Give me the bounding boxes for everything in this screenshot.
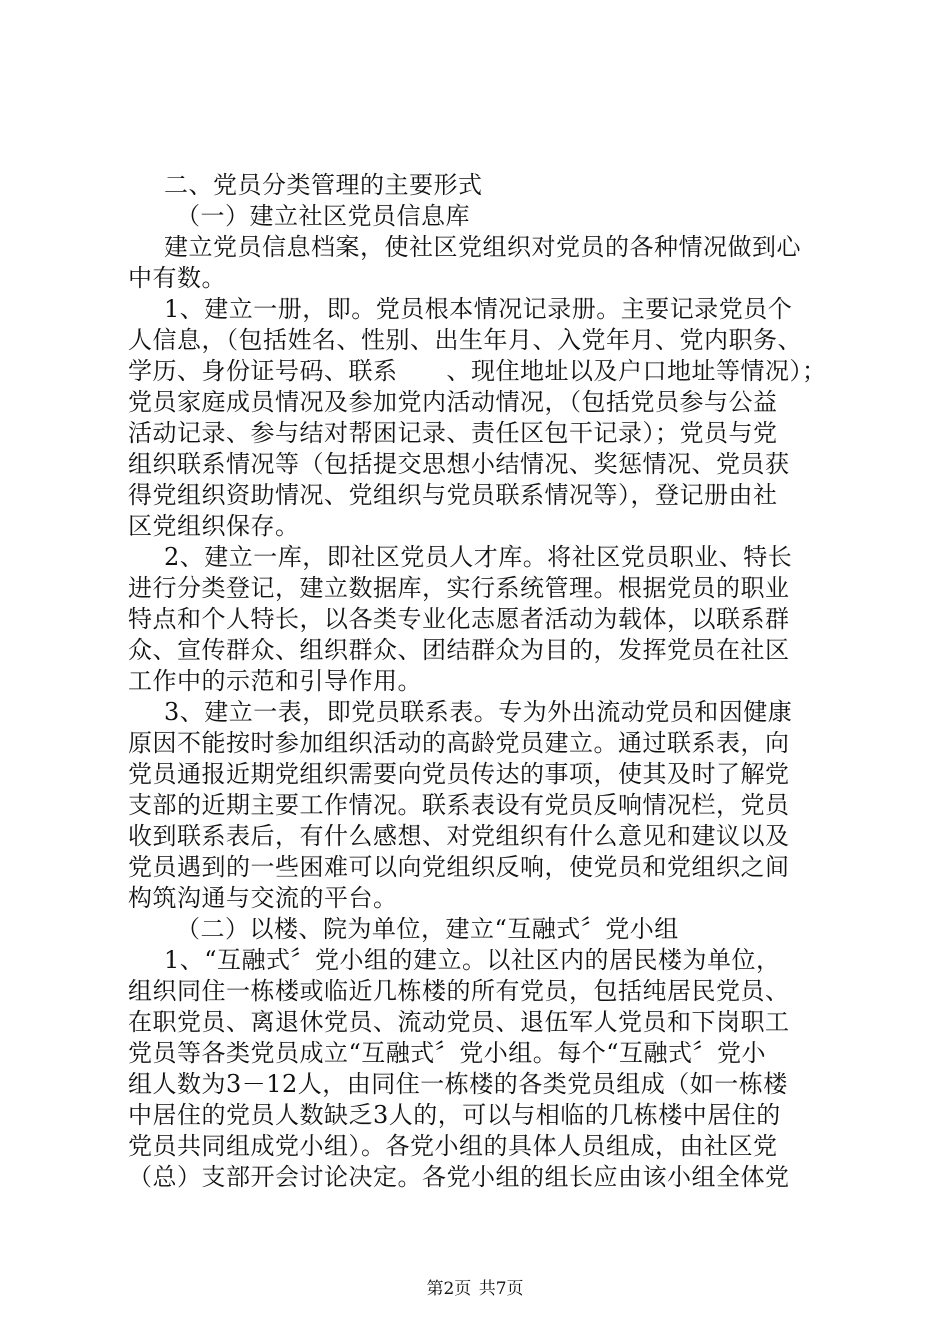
text-line: （二）以楼、院为单位，建立“互融式〞党小组 — [176, 915, 679, 943]
text-line: 收到联系表后，有什么感想、对党组织有什么意见和建议以及 — [128, 822, 790, 850]
text-line: 在职党员、离退休党员、流动党员、退伍军人党员和下岗职工 — [128, 1008, 790, 1036]
text-line: 组织联系情况等（包括提交思想小结情况、奖惩情况、党员获 — [128, 450, 790, 478]
document-body — [128, 170, 842, 1193]
text-line: 众、宣传群众、组织群众、团结群众为目的，发挥党员在社区 — [128, 636, 790, 664]
page-total: 共7页 — [478, 1279, 524, 1299]
text-line: （总）支部开会讨论决定。各党小组的组长应由该小组全体党 — [128, 1163, 790, 1191]
text-line: 学历、身份证号码、联系 、现住地址以及户口地址等情况）； — [128, 357, 827, 385]
text-line: 中居住的党员人数缺乏3人的，可以与相临的几栋楼中居住的 — [128, 1101, 781, 1129]
text-line: 党员共同组成党小组）。各党小组的具体人员组成，由社区党 — [128, 1132, 778, 1160]
text-line: 活动记录、参与结对帮困记录、责任区包干记录）；党员与党 — [128, 419, 778, 447]
text-line: 党员家庭成员情况及参加党内活动情况，（包括党员参与公益 — [128, 388, 778, 416]
page-number: 第2页 — [426, 1279, 472, 1299]
text-line: 1、“互融式〞党小组的建立。以社区内的居民楼为单位， — [164, 946, 781, 974]
text-line: 进行分类登记，建立数据库，实行系统管理。根据党员的职业 — [128, 574, 790, 602]
text-line: 党员等各类党员成立“互融式〞党小组。每个“互融式〞党小 — [128, 1039, 767, 1067]
text-line: 支部的近期主要工作情况。联系表设有党员反响情况栏，党员 — [128, 791, 790, 819]
text-line: 得党组织资助情况、党组织与党员联系情况等），登记册由社 — [128, 481, 778, 509]
text-line: 工作中的示范和引导作用。 — [128, 667, 422, 695]
text-line: 党员通报近期党组织需要向党员传达的事项，使其及时了解党 — [128, 760, 790, 788]
text-line: 建立党员信息档案，使社区党组织对党员的各种情况做到心 — [164, 233, 801, 261]
text-line: 原因不能按时参加组织活动的高龄党员建立。通过联系表，向 — [128, 729, 790, 757]
text-line: 组人数为3－12人，由同住一栋楼的各类党员组成（如一栋楼 — [128, 1070, 788, 1098]
text-line: 中有数。 — [128, 264, 226, 292]
text-line: 党员遇到的一些困难可以向党组织反响，使党员和党组织之间 — [128, 853, 790, 881]
text-line: 构筑沟通与交流的平台。 — [128, 884, 398, 912]
text-line: 3、建立一表，即党员联系表。专为外出流动党员和因健康 — [164, 698, 793, 726]
text-line: 区党组织保存。 — [128, 512, 300, 540]
text-line: 特点和个人特长，以各类专业化志愿者活动为载体，以联系群 — [128, 605, 790, 633]
text-line: （一）建立社区党员信息库 — [176, 202, 470, 230]
page-footer — [0, 1278, 950, 1300]
text-line: 二、党员分类管理的主要形式 — [164, 171, 483, 199]
text-line: 组织同住一栋楼或临近几栋楼的所有党员，包括纯居民党员、 — [128, 977, 790, 1005]
text-line: 1、建立一册，即。党员根本情况记录册。主要记录党员个 — [164, 295, 793, 323]
text-line: 人信息，（包括姓名、性别、出生年月、入党年月、党内职务、 — [128, 326, 802, 354]
text-line: 2、建立一库，即社区党员人才库。将社区党员职业、特长 — [164, 543, 793, 571]
